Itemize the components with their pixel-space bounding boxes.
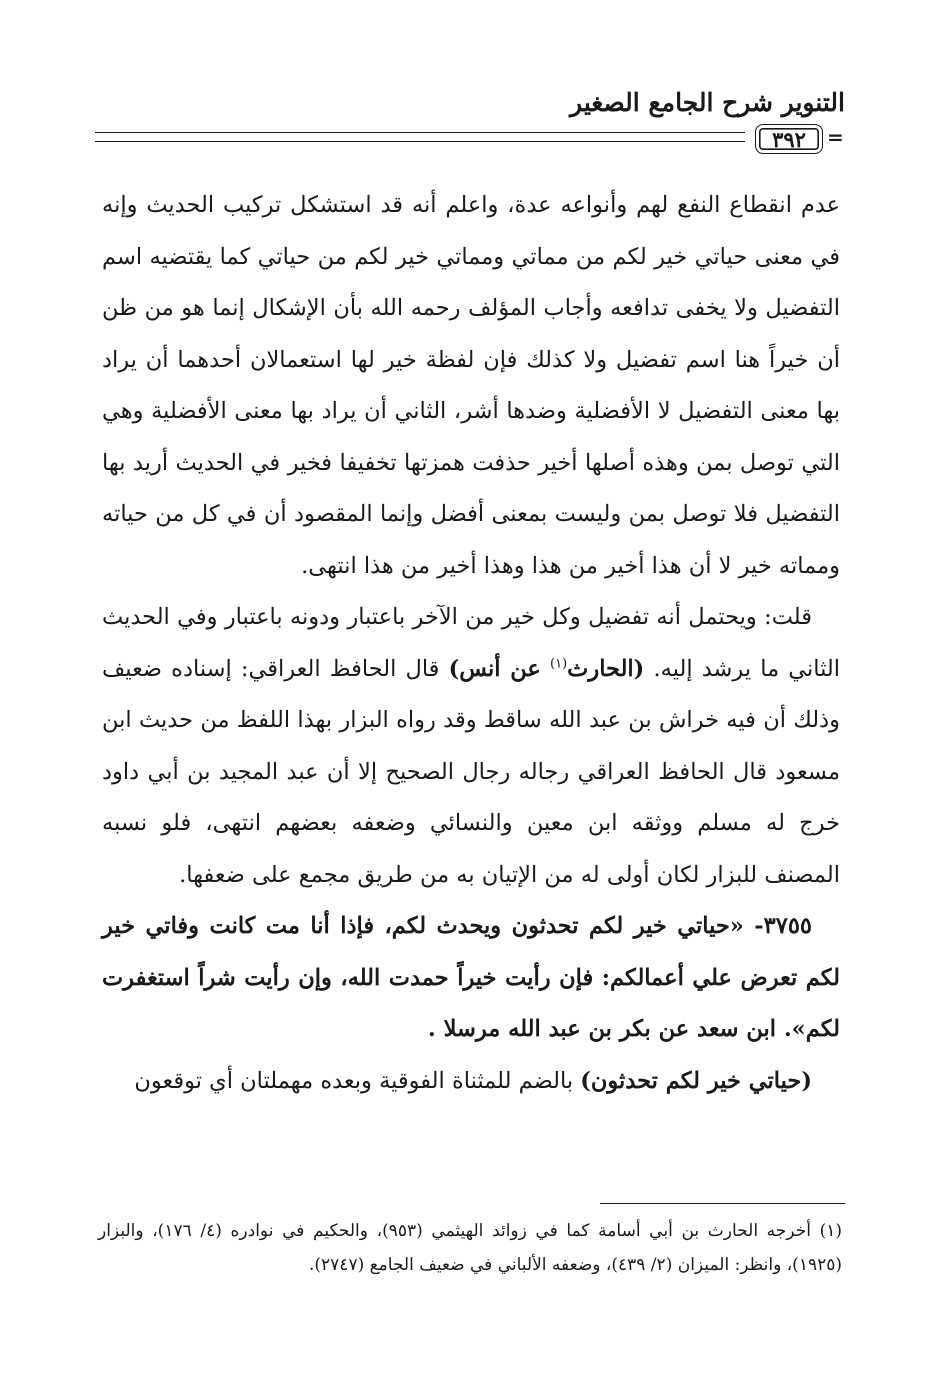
footnotes <box>98 1214 842 1282</box>
source-citation: عن أنس) <box>448 655 541 682</box>
quoted-phrase: (حياتي خير لكم تحدثون) <box>580 1067 812 1094</box>
header-rule <box>95 132 745 133</box>
footnote-separator <box>600 1203 845 1204</box>
hadith-text: ٣٧٥٥- «حياتي خير لكم تحدثون ويحدث لكم، فإذا أنا مت كانت وفاتي خير لكم تعرض علي أعمالكم: فإن رأيت خيراً حمدت الله، وإن رأيت شراً استغفرت لكم». ابن سعد عن بكر بن عبد الله مرسلا . <box>102 913 840 1042</box>
paragraph <box>102 1056 840 1108</box>
footnote-marker: (١) <box>550 656 568 671</box>
text-run: بالضم للمثناة الفوقية وبعده مهملتان أي توقعون <box>134 1067 574 1094</box>
paragraph: عدم انقطاع النفع لهم وأنواعه عدة، واعلم أنه قد استشكل تركيب الحديث وإنه في معنى حياتي خير لكم من مماتي ومماتي خير لكم من حياتي كما يقتضيه اسم التفضيل ولا يخفى تدافعه وأجاب المؤلف رحمه الله بأن الإشكال إنما هو من ظن أن خيراً هنا اسم تفضيل ولا كذلك فإن لفظة خير لها استعمالان أحدهما أن يراد بها معنى التفضيل لا الأفضلية وضدها أشر، الثاني أن يراد بها معنى الأفضلية وهي التي توصل بمن وهذه أصلها أخير حذفت همزتها تخفيفا فخير في الحديث أريد بها التفضيل فلا توصل بمن وليست بمعنى أفضل وإنما المقصود أن في كل من حياته ومماته خير لا أن هذا أخير من هذا وهذا أخير من هذا انتهى. <box>102 192 840 579</box>
header-rule <box>95 141 745 142</box>
main-text <box>102 180 840 1107</box>
running-title: التنوير شرح الجامع الصغير <box>570 88 845 117</box>
footnote: (١) أخرجه الحارث بن أبي أسامة كما في زوائد الهيثمي (٩٥٣)، والحكيم في نوادره (٤/ ١٧٦)، والبزار (١٩٢٥)، وانظر: الميزان (٢/ ٤٣٩)، وضعفه الألباني في ضعيف الجامع (٢٧٤٧). <box>98 1221 842 1275</box>
text-run: قال الحافظ العراقي: إسناده ضعيف وذلك أن فيه خراش بن عبد الله ساقط وقد رواه البزار بهذا اللفظ من حديث ابن مسعود قال الحافظ العراقي رجاله رجال الصحيح إلا أن عبد المجيد بن أبي داود خرج له مسلم ووثقه ابن معين والنسائي وضعفه بعضهم انتهى، فلو نسبه المصنف للبزار لكان أولى له من الإتيان به من طريق مجمع على ضعفها. <box>102 655 840 888</box>
paragraph <box>102 592 840 901</box>
text-run: قلت: ويحتمل أنه تفضيل وكل خير من الآخر باعتبار ودونه باعتبار وفي الحديث الثاني ما يرشد إليه. <box>102 604 841 682</box>
page-number: ٣٩٢ <box>755 124 823 154</box>
page-number-ornament: = <box>827 125 844 149</box>
page-header <box>95 88 845 168</box>
source-citation: (الحارث <box>567 655 645 682</box>
